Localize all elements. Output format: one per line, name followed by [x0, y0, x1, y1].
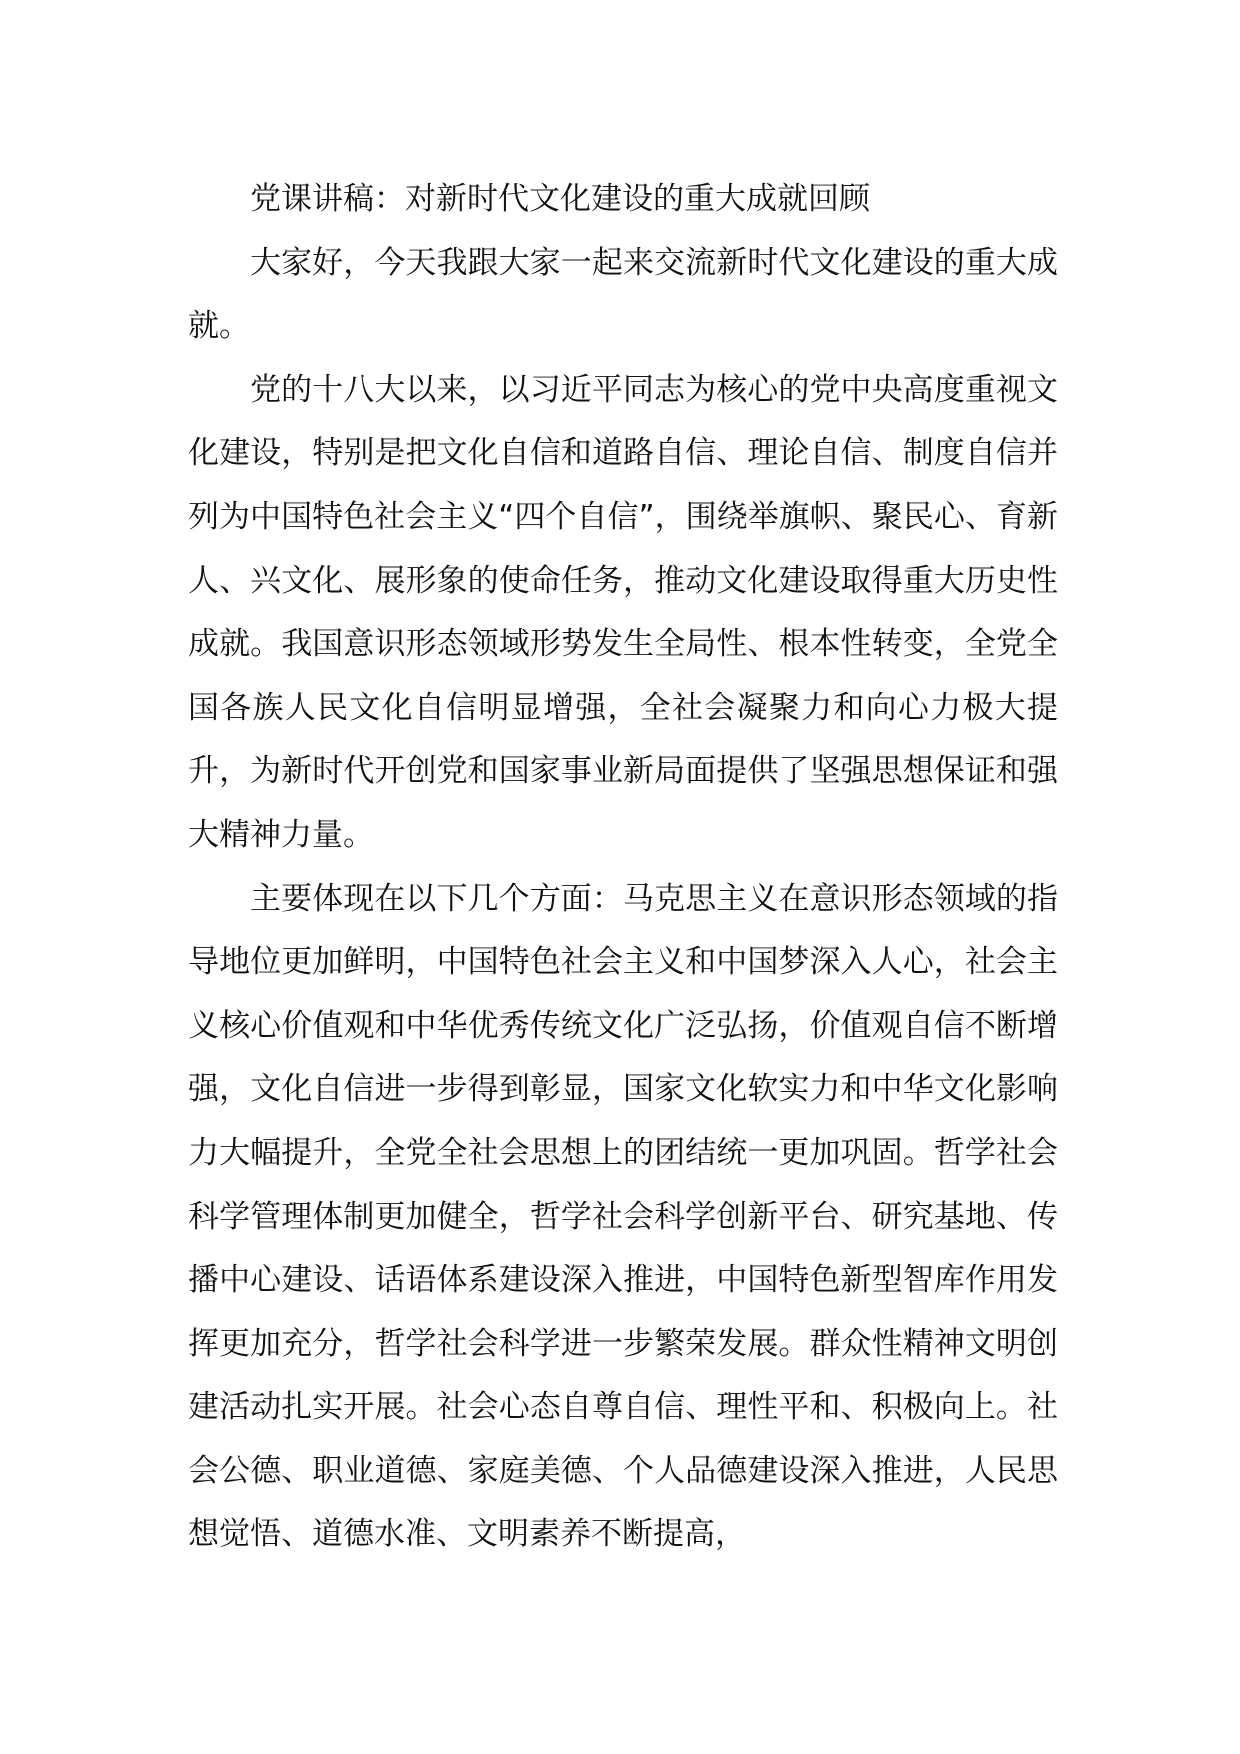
document-body — [188, 168, 1058, 1567]
document-title: 党课讲稿：对新时代文化建设的重大成就回顾 — [250, 181, 870, 217]
paragraph-greeting: 大家好，今天我跟大家一起来交流新时代文化建设的重大成就。 — [188, 244, 1058, 345]
paragraph-achievements: 党的十八大以来，以习近平同志为核心的党中央高度重视文化建设，特别是把文化自信和道路自信、理论自信、制度自信并列为中国特色社会主义“四个自信”，围绕举旗帜、聚民心、育新人、兴文化、展形象的使命任务，推动文化建设取得重大历史性成就。我国意识形态领域形势发生全局性、根本性转变，全党全国各族人民文化自信明显增强，全社会凝聚力和向心力极大提升，为新时代开创党和国家事业新局面提供了坚强思想保证和强大精神力量。 — [188, 371, 1058, 853]
paragraph-main-aspects: 主要体现在以下几个方面：马克思主义在意识形态领域的指导地位更加鲜明，中国特色社会主义和中国梦深入人心，社会主义核心价值观和中华优秀传统文化广泛弘扬，价值观自信不断增强，文化自信进一步得到彰显，国家文化软实力和中华文化影响力大幅提升，全党全社会思想上的团结统一更加巩固。哲学社会科学管理体制更加健全，哲学社会科学创新平台、研究基地、传播中心建设、话语体系建设深入推进，中国特色新型智库作用发挥更加充分，哲学社会科学进一步繁荣发展。群众性精神文明创建活动扎实开展。社会心态自尊自信、理性平和、积极向上。社会公德、职业道德、家庭美德、个人品德建设深入推进，人民思想觉悟、道德水准、文明素养不断提高， — [188, 880, 1058, 1553]
